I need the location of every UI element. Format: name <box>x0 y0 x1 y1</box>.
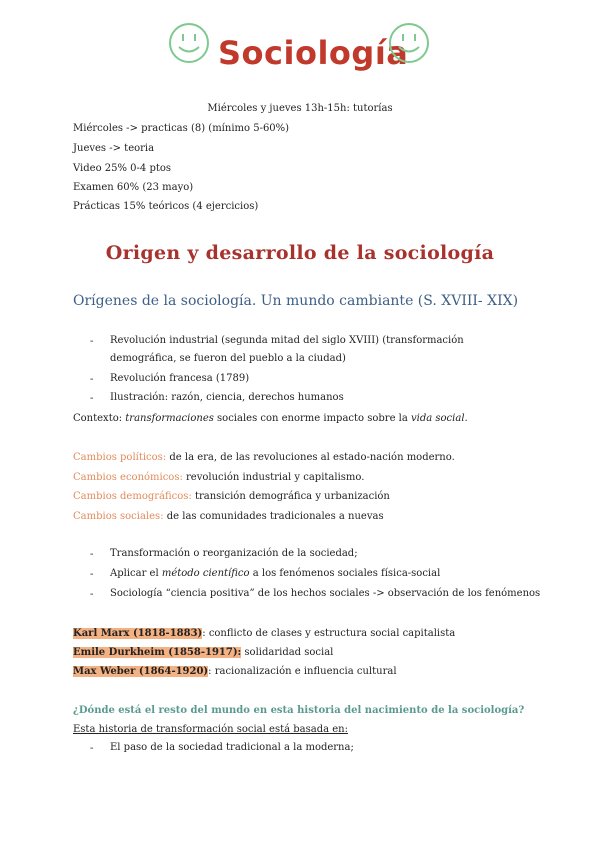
list-item: Revolución industrial (segunda mitad del siglo XVIII) (transformación demográfica, se fueron del pueblo a la ciudad) <box>110 335 464 364</box>
change-demographic: Cambios demográficos: transición demográfica y urbanización <box>73 491 390 502</box>
question: ¿Dónde está el resto del mundo en esta historia del nacimiento de la sociología? <box>73 705 525 716</box>
list-item: El paso de la sociedad tradicional a la moderna; <box>110 742 354 753</box>
change-social: Cambios sociales: de las comunidades tradicionales a nuevas <box>73 511 384 522</box>
list-item: Sociología “ciencia positiva” de los hechos sociales -> observación de los fenómenos <box>110 588 541 599</box>
context-line: Contexto: transformaciones sociales con enorme impacto sobre la vida social. <box>73 413 468 424</box>
change-label: Cambios políticos: <box>73 452 167 463</box>
bullet-marker: - <box>90 549 94 560</box>
schedule-line: Examen 60% (23 mayo) <box>73 182 194 193</box>
author-name: Emile Durkheim (1858-1917): <box>73 647 242 658</box>
page-title: Sociología <box>218 34 409 72</box>
author-name: Max Weber (1864-1920) <box>73 666 209 677</box>
change-political: Cambios políticos: de la era, de las revoluciones al estado-nación moderno. <box>73 452 455 463</box>
author-weber: Max Weber (1864-1920): racionalización e influencia cultural <box>73 666 397 677</box>
section-title: Origen y desarrollo de la sociología <box>105 242 495 264</box>
list-item: Ilustración: razón, ciencia, derechos humanos <box>110 392 344 403</box>
author-marx: Karl Marx (1818-1883): conflicto de clases y estructura social capitalista <box>73 628 456 639</box>
schedule-line: Jueves -> teoria <box>73 143 155 154</box>
subheading: Orígenes de la sociología. Un mundo cambiante (S. XVIII- XIX) <box>73 293 519 309</box>
bullet-marker: - <box>90 569 94 580</box>
based-on-line: Esta historia de transformación social está basada en: <box>73 724 348 735</box>
schedule-line: Miércoles -> practicas (8) (mínimo 5-60%) <box>73 123 290 134</box>
bullet-marker: - <box>90 336 94 347</box>
list-item: Revolución francesa (1789) <box>110 373 250 384</box>
header <box>0 10 600 80</box>
author-durkheim: Emile Durkheim (1858-1917): solidaridad social <box>73 647 334 658</box>
change-label: Cambios demográficos: <box>73 491 192 502</box>
bullet-marker: - <box>90 374 94 385</box>
list-item: Aplicar el método científico a los fenómenos sociales física-social <box>110 568 441 579</box>
schedule-line: Video 25% 0-4 ptos <box>73 163 172 174</box>
change-economic: Cambios económicos: revolución industrial y capitalismo. <box>73 472 365 483</box>
smiley-icon-right <box>388 22 430 64</box>
bullet-marker: - <box>90 393 94 404</box>
change-label: Cambios económicos: <box>73 472 183 483</box>
smiley-icon-left <box>168 22 210 64</box>
list-item: Transformación o reorganización de la sociedad; <box>110 548 358 559</box>
bullet-marker: - <box>90 589 94 600</box>
change-label: Cambios sociales: <box>73 511 164 522</box>
schedule-line: Miércoles y jueves 13h-15h: tutorías <box>207 103 393 114</box>
bullet-marker: - <box>90 743 94 754</box>
author-name: Karl Marx (1818-1883) <box>73 628 203 639</box>
schedule-line: Prácticas 15% teóricos (4 ejercicios) <box>73 201 259 212</box>
